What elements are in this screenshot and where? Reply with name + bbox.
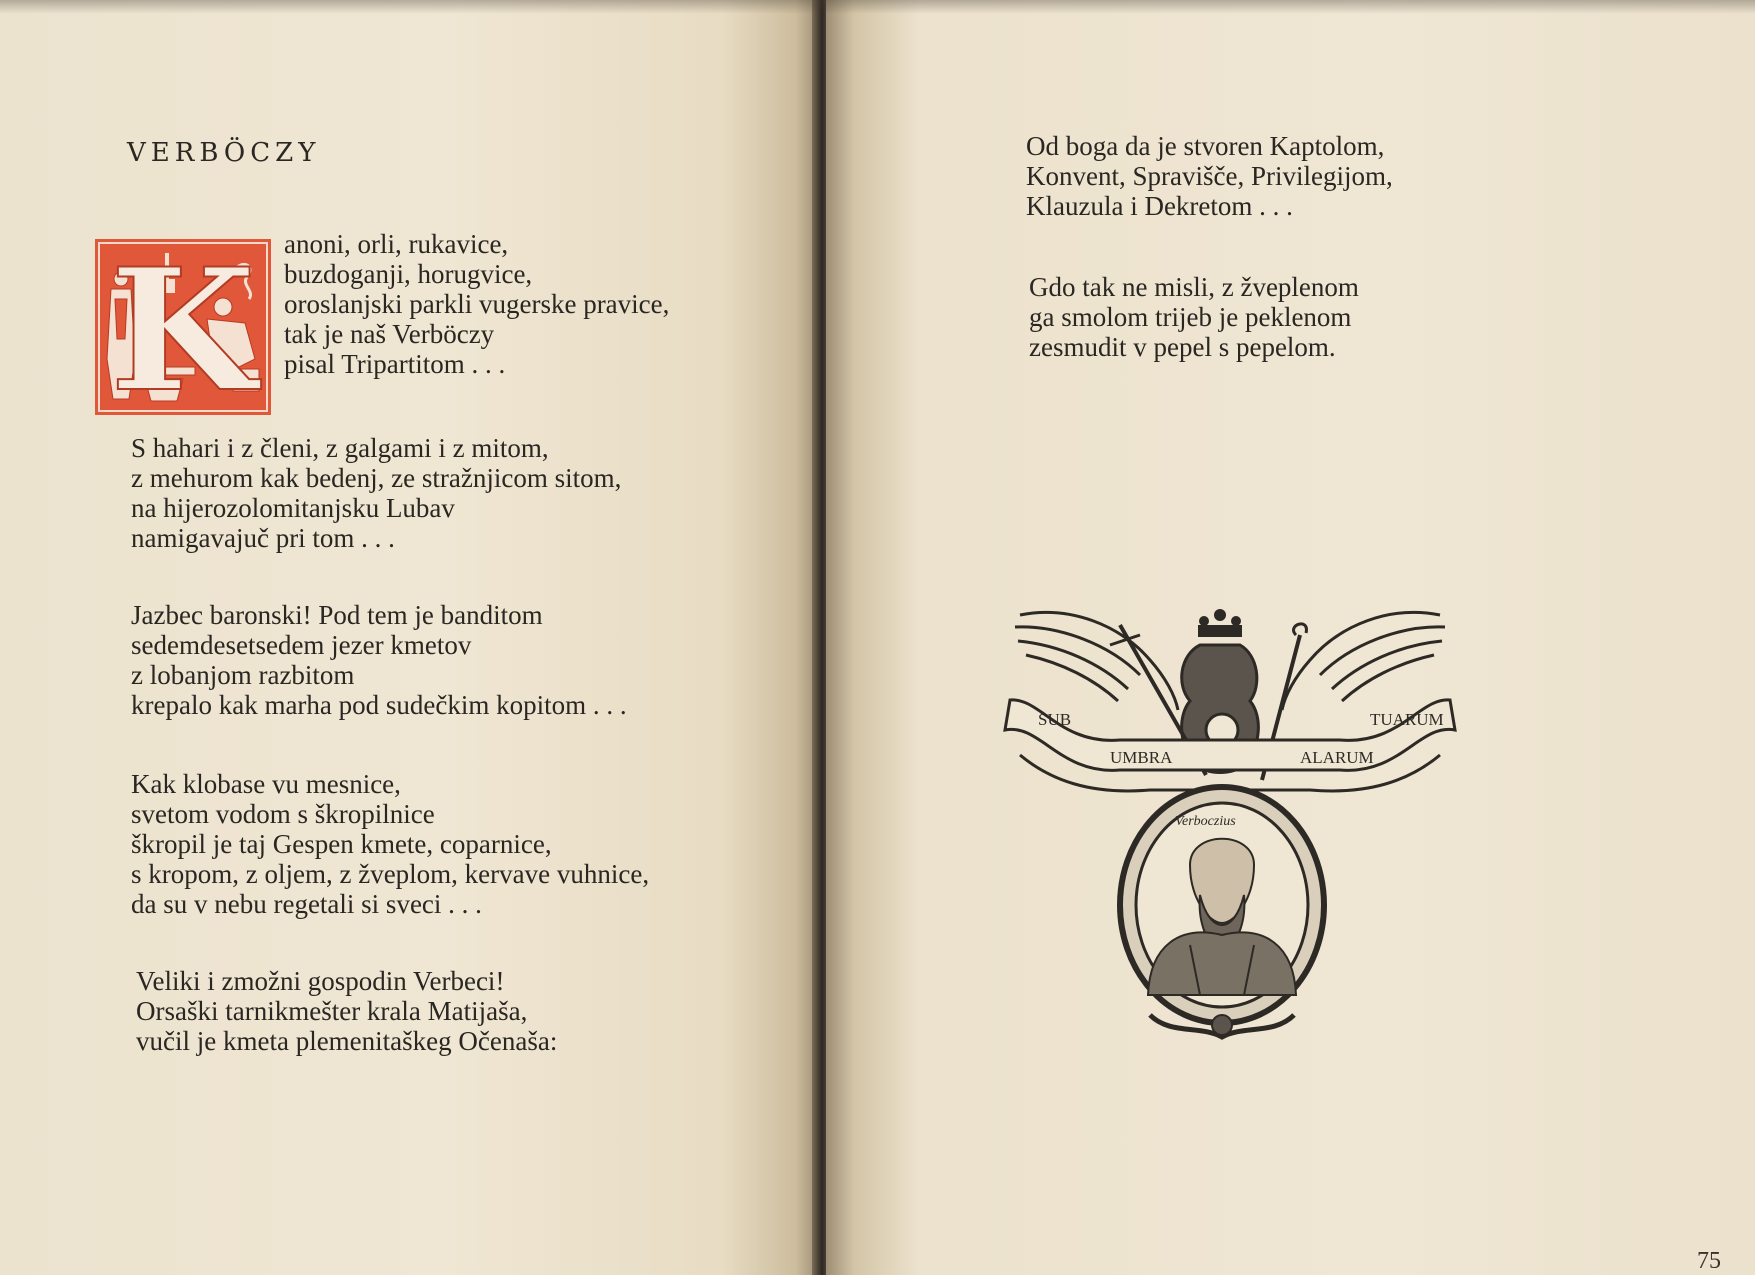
poem-line: Od boga da je stvoren Kaptolom,	[1026, 131, 1385, 161]
poem-line: Jazbec baronski! Pod tem je banditom	[131, 600, 543, 630]
poem-line: tak je naš Verböczy	[284, 319, 495, 349]
poem-line: Konvent, Spravišče, Privilegijom,	[1026, 161, 1393, 191]
poem-line: škropil je taj Gespen kmete, coparnice,	[131, 829, 552, 859]
poem-line: ga smolom trijeb je peklenom	[1029, 302, 1352, 332]
poem-line: Kak klobase vu mesnice,	[131, 769, 401, 799]
poem-line: Gdo tak ne misli, z žveplenom	[1029, 272, 1359, 302]
poem-line: Klauzula i Dekretom . . .	[1026, 191, 1293, 221]
poem-line: anoni, orli, rukavice,	[284, 229, 509, 259]
poem-line: S hahari i z členi, z galgami i z mitom,	[131, 433, 549, 463]
poem-line: z mehurom kak bedenj, ze stražnjicom sitom,	[131, 463, 622, 493]
banner-word: UMBRA	[1110, 748, 1173, 767]
poem-line: Veliki i zmožni gospodin Verbeci!	[136, 966, 505, 996]
poem-line: Orsaški tarnikmešter krala Matijaša,	[136, 996, 528, 1026]
poem-line: da su v nebu regetali si sveci . . .	[131, 889, 482, 919]
poem-line: buzdoganji, horugvice,	[284, 259, 533, 289]
initial-letter: K	[109, 239, 257, 415]
top-shadow	[0, 0, 1755, 14]
stanza-2	[131, 433, 621, 553]
page-number: 75	[1697, 1248, 1721, 1274]
poem-line: oroslanjski parkli vugerske pravice,	[284, 289, 670, 319]
poem-line: krepalo kak marha pod sudečkim kopitom . . .	[131, 690, 627, 720]
stanza-3	[131, 600, 627, 720]
stanza-1	[284, 229, 669, 379]
stanza-5	[136, 966, 557, 1056]
banner-word: ALARUM	[1300, 748, 1374, 767]
portrait-caption: Verboczius	[1175, 814, 1236, 829]
poem-line: zesmudit v pepel s pepelom.	[1029, 332, 1336, 362]
banner-word: TUARUM	[1370, 710, 1444, 729]
eagle-portrait-emblem	[1000, 605, 1460, 1045]
poem-line: svetom vodom s škropilnice	[131, 799, 435, 829]
poem-line: z lobanjom razbitom	[131, 660, 355, 690]
stanza-4	[131, 769, 649, 919]
right-page	[826, 0, 1755, 1275]
poem-line: s kropom, z oljem, z žveplom, kervave vuhnice,	[131, 859, 650, 889]
poem-line: namigavajuč pri tom . . .	[131, 523, 395, 553]
poem-line: na hijerozolomitanjsku Lubav	[131, 493, 455, 523]
decorated-initial-k	[95, 239, 271, 415]
stanza-6	[1026, 131, 1393, 221]
poem-line: vučil je kmeta plemenitaškeg Očenaša:	[136, 1026, 558, 1056]
stanza-7	[1029, 272, 1359, 362]
poem-title: VERBÖCZY	[127, 138, 321, 168]
banner-word: SUB	[1038, 710, 1072, 729]
poem-line: pisal Tripartitom . . .	[284, 349, 506, 379]
poem-line: sedemdesetsedem jezer kmetov	[131, 630, 472, 660]
left-page	[0, 0, 820, 1275]
